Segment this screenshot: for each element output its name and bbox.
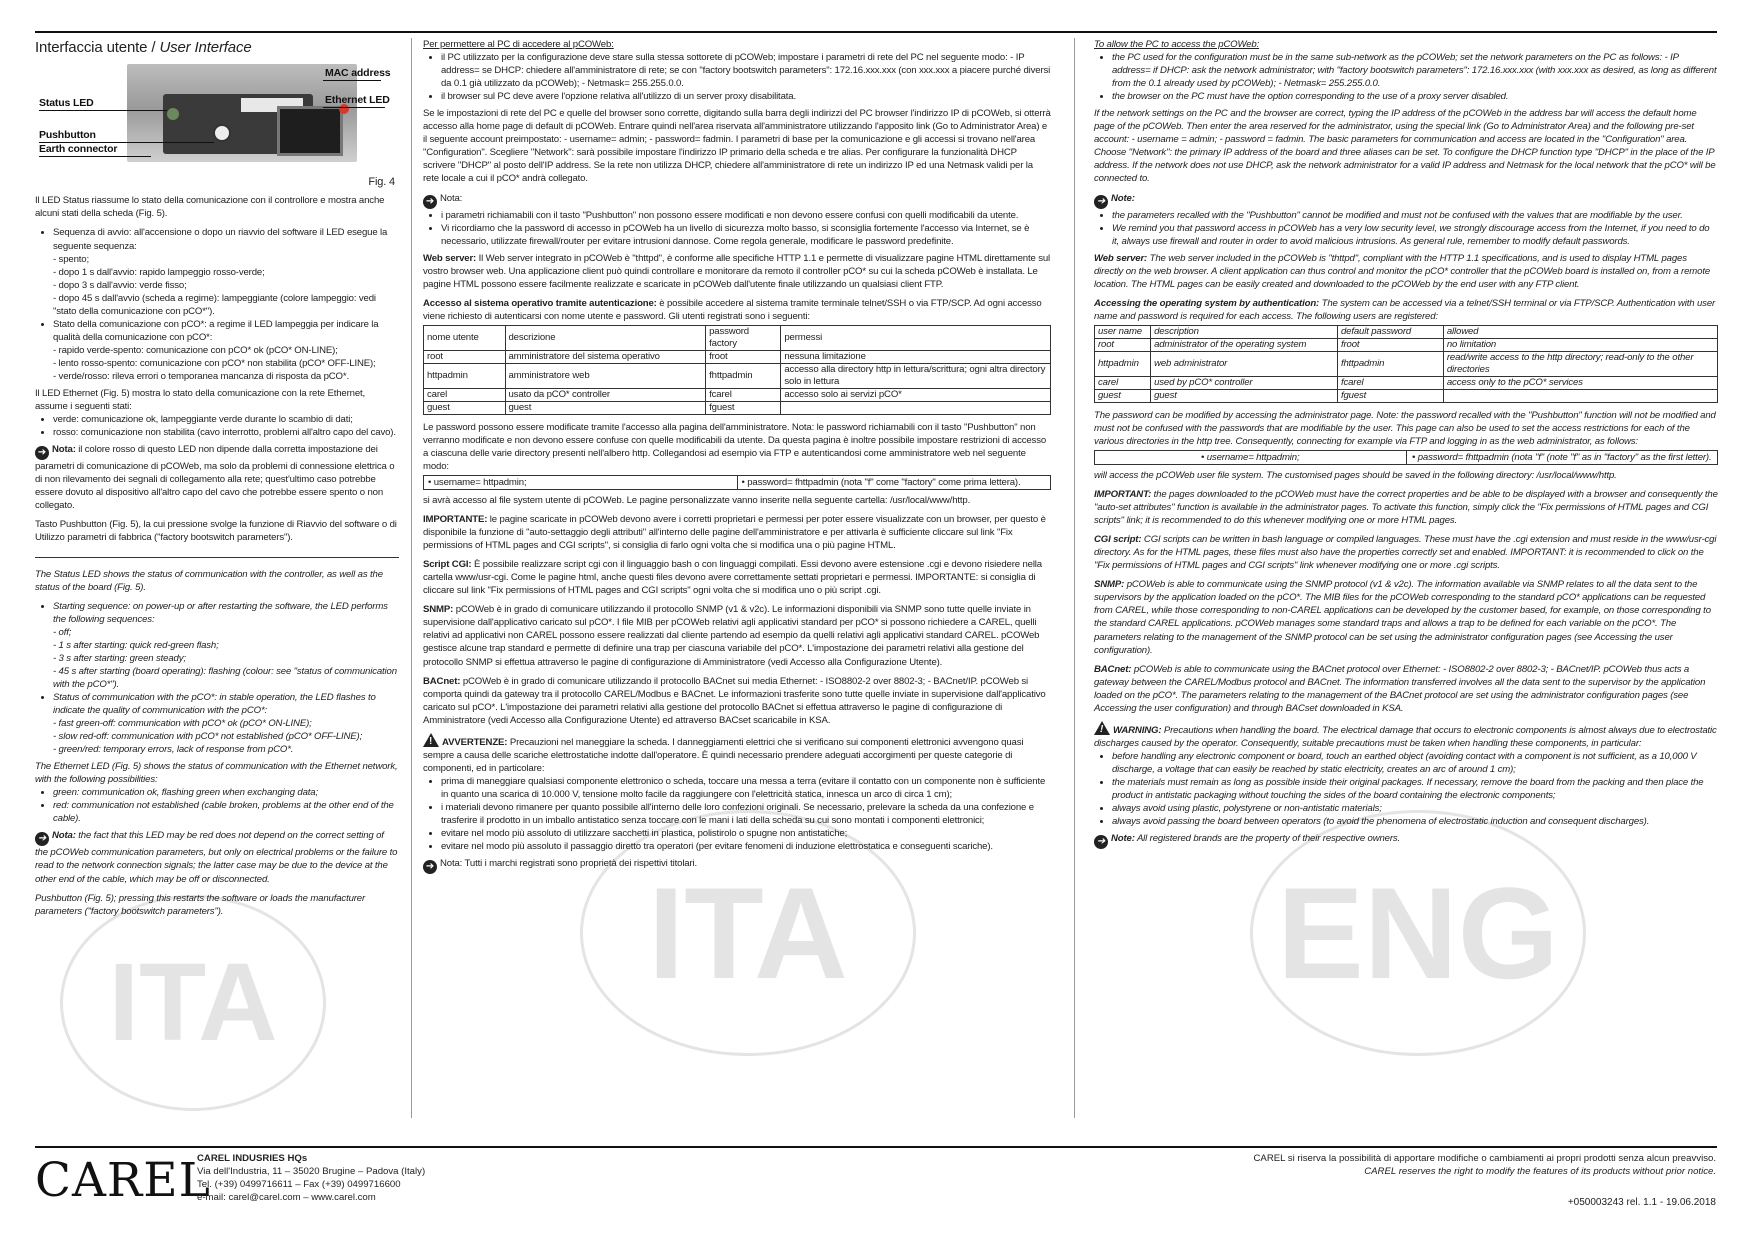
list-item: • the parameters recalled with the "Pushbutton" cannot be modified and must not be confused with the values that are modifiable by the user. bbox=[1112, 209, 1718, 222]
footer-rule bbox=[35, 1146, 1717, 1148]
phone-fax-line: Tel. (+39) 0499716611 – Fax (+39) 0499716600 bbox=[197, 1179, 401, 1191]
section-divider bbox=[35, 557, 399, 558]
en-note: ➔ Nota: the fact that this LED may be red does not depend on the correct setting of the pCOWeb communication parameters, but only on electrical problems or the failure to read to the network connection signals; the latter case may be due to the device at the other end of the cable, which may be off or disconnected. bbox=[35, 830, 398, 885]
note-list bbox=[1094, 209, 1718, 248]
users-table bbox=[1094, 325, 1718, 403]
disclaimer-english: CAREL reserves the right to modify the features of its products without prior notice. bbox=[1364, 1166, 1716, 1178]
column-italian-english-interface bbox=[35, 38, 399, 924]
company-address bbox=[197, 1152, 425, 1204]
column-english-access bbox=[1094, 38, 1718, 855]
disclaimer bbox=[1254, 1152, 1717, 1178]
table-header: descrizione bbox=[505, 325, 706, 350]
paragraph-authentication: Accessing the operating system by authentication: The system can be accessed via a telnet/SSH terminal or via FTP/SCP. Authentication with user name and password is required for each access. The following users are registered: bbox=[1094, 297, 1716, 322]
list-item: • prima di maneggiare qualsiasi componente elettronico o scheda, toccare una messa a terra (evitare il contatto con un componente non è sufficiente in quanto una scarica di 10.000 V, tensione molto facile da raggiungere con l'elettricità statica, innesca un arco di circa 1 cm); bbox=[441, 775, 1051, 801]
watermark-ita-left: ITA bbox=[60, 895, 326, 1111]
table-row: root administrator of the operating system froot no limitation bbox=[1095, 338, 1718, 351]
list-subitem: - rapido verde-spento: comunicazione con pCO* ok (pCO* ON-LINE); bbox=[53, 344, 338, 356]
list-item: • Stato della comunicazione con pCO*: a regime il LED lampeggia per indicare la qualità della comunicazione con pCO*: - rapido verde-spento: comunicazione con pCO* ok (pCO* ON-LINE); - lento rosso-spento: comunicazione con pCO* non stabilita (pCO* OFF-LINE); - verde/rosso: rileva errori o temporanea mancanza di risposta da pCO*. bbox=[53, 318, 399, 383]
board-photo bbox=[127, 64, 357, 162]
it-paragraph-status-led: Il LED Status riassume lo stato della comunicazione con il controllore e mostra anche alcuni stati della scheda (Fig. 5). bbox=[35, 195, 385, 220]
list-subitem: - dopo 1 s dall'avvio: rapido lampeggio rosso-verde; bbox=[53, 266, 265, 278]
list-item: • Vi ricordiamo che la password di accesso in pCOWeb ha un livello di sicurezza molto basso, si sconsiglia fortemente l'accesso via Internet, se è necessario, utilizzate firewall/router per evitare intrusioni dannose. Come regola generale, modificare le password predefinite. bbox=[441, 222, 1051, 248]
title-english: User Interface bbox=[159, 39, 252, 56]
disclaimer-italian: CAREL si riserva la possibilità di apportare modifiche o cambiamenti ai propri prodotti senza alcun preavviso. bbox=[1253, 1153, 1716, 1164]
top-rule bbox=[35, 31, 1717, 33]
note-arrow-icon: ➔ bbox=[35, 832, 49, 846]
paragraph-snmp: SNMP: pCOWeb is able to communicate using the SNMP protocol (v1 & v2c). The information available via SNMP relates to all the data sent to the supervisors by the application loaded on the pCO*. The MIB files for the pCOWeb corresponding to the standard pCO* applications can be requested from CAREL, while those corresponding to non-CAREL applications can be developed by the customer based, for example, on those corresponding to the standard CAREL applications. pCOWeb manages some standard traps and allows a trap to be defined for each variable on the pCO*. The parameters relating to the management of the SNMP protocol can be set using the administrator configuration pages (see Accessing the user configuration). bbox=[1094, 579, 1711, 656]
list-item: • evitare nel modo più assoluto di utilizzare sacchetti in plastica, polistirolo o spugne non antistatiche; bbox=[441, 827, 1051, 840]
table-header: user name bbox=[1095, 325, 1151, 338]
table-header: default password bbox=[1337, 325, 1443, 338]
column-separator-2 bbox=[1074, 38, 1075, 1118]
list-item: • il PC utilizzato per la configurazione deve stare sulla stessa sottorete di pCOWeb; impostare i parametri di rete del PC nel seguente modo: - IP address= se DHCP: chiedere all'amministratore di rete; se con "factory bootswitch parameters": 172.16.xxx.xxx (con xxx.xxx a piacere purché diversi da 0.1 già utilizzato da pCOWeb); - Netmask= 255.255.0.0. bbox=[441, 51, 1051, 90]
pc-access-list bbox=[423, 51, 1051, 103]
list-item: • green: communication ok, flashing green when exchanging data; bbox=[53, 786, 399, 799]
figure-caption: Fig. 4 bbox=[368, 176, 395, 189]
column-italian-access bbox=[423, 38, 1051, 880]
en-ethernet-list bbox=[35, 786, 399, 825]
list-subitem: - spento; bbox=[53, 253, 89, 265]
label-status-led: Status LED bbox=[39, 97, 94, 110]
paragraph-bacnet: BACnet: pCOWeb è in grado di comunicare utilizzando il protocollo BACnet sui media Ethernet: - ISO8802-2 over 8802-3; - BACnet/IP. pCOWeb si comporta quindi da gateway tra il protocollo CAREL/Modbus e BACnet. Le informazioni trasferite sono tutte quelle inviate in supervisione dall'applicativo caricato sul pCO*. L'impostazione dei parametri relativi alla gestione del protocollo BACnet si effettua attraverso le pagine di configurazione di Amministratore (vedi Accesso alla Configurazione Utente) ed attraverso BACset scaricabile in KSA. bbox=[423, 675, 1046, 726]
list-item: • the PC used for the configuration must be in the same sub-network as the pCOWeb; set the network parameters on the PC as follows: - IP address= if DHCP: ask the network administrator; with "factory bootswitch parameters": 172.16.xxx.xxx (with xxx.xxx as desired, as long as different from the 0.1 already used by pCOWeb); - Netmask= 255.255.0.0. bbox=[1112, 51, 1718, 90]
note-list bbox=[423, 209, 1051, 248]
paragraph-cgi: Script CGI: È possibile realizzare script cgi con il linguaggio bash o con linguaggi compilati. Essi devono avere estensione .cgi e devono risiedere nella cartella www/usr-cgi. Come le pagine html, anche questi files devono avere correttamente settati proprietari e permessi. IMPORTANTE: si consiglia di cliccare sul link "Fix permissions of HTML pages and CGI scripts" ogni volta che si modifica uno o più script .cgi. bbox=[423, 559, 1042, 597]
note-arrow-icon: ➔ bbox=[423, 860, 437, 874]
note-heading: ➔ Note: bbox=[1094, 192, 1718, 209]
paragraph-web-server: Web server: Il Web server integrato in pCOWeb è "thttpd", è conforme alle specifiche HTTP 1.1 e permette di visualizzare pagine HTML direttamente sul vostro browser web. Una applicazione client può quindi controllare e monitorare da remoto il controller pCO* su cui la scheda pCOWeb è installata. Le pagine HTML possono essere facilmente realizzate e scaricate in pCOWeb dall'utente finale utilizzando un qualsiasi client FTP. bbox=[423, 252, 1051, 290]
paragraph-network-settings: Se le impostazioni di rete del PC e quelle del browser sono corrette, digitando sulla barra degli indirizzi del PC browser l'indirizzo IP di pCOWeb, si otterrà accesso alla home page di default di pCOWeb. Entrare quindi nell'area riservata all'amministratore utilizzando l'apposito link (Go to Administrator Area) e il seguente account preimpostato: - username= admin; - password= fadmin. I parametri di base per la comunicazione e gli accessi si trovano nell'area "Configuration". Scegliere "Network": sarà possibile impostare l'indirizzo IP primario della scheda e tre alias. Per configurare la funzionalità DHCP scrivere "DHCP" al posto dell'IP address. Se la rete non utilizza DHCP, chiedere all'amministratore di rete un indirizzo IP ed una Netmask validi per la rete locale a cui il pCO* andrà collegato. bbox=[423, 108, 1051, 185]
list-subitem: - slow red-off: communication with pCO* not established (pCO* OFF-LINE); bbox=[53, 731, 363, 743]
table-row: root amministratore del sistema operativo froot nessuna limitazione bbox=[424, 350, 1051, 363]
warning-icon: ! bbox=[423, 733, 439, 747]
note-arrow-icon: ➔ bbox=[1094, 835, 1108, 849]
list-subitem: - green/red: temporary errors, lack of response from pCO*. bbox=[53, 744, 294, 756]
paragraph-snmp: SNMP: pCOWeb è in grado di comunicare utilizzando il protocollo SNMP (v1 & v2c). Le informazioni disponibili via SNMP sono tutte quelle inviate in supervisione dall'applicativo caricato sul pCO*. I file MIB per pCOWeb relativi agli applicativi standard per pCO* si possono richiedere a CAREL, quelli relativi ad applicativi non CAREL possono essere realizzati dal cliente partendo ad esempio da quelli relativi agli applicativi standard CAREL. pCOWeb gestisce alcune trap standard e permette di definire una trap per ciascuna variabile del pCO*. L'impostazione dei parametri relativi alla gestione del protocollo SNMP si effettua attraverso le pagine di configurazione di Amministratore (vedi Accesso alla Configurazione Utente). bbox=[423, 604, 1040, 668]
list-subitem: - 45 s after starting (board operating): flashing (colour: see "status of communication with the pCO*"). bbox=[53, 665, 397, 690]
note-arrow-icon: ➔ bbox=[35, 446, 49, 460]
label-ethernet-led: Ethernet LED bbox=[325, 94, 390, 107]
label-mac-address: MAC address bbox=[325, 67, 391, 80]
paragraph-user-filesystem: si avrà accesso al file system utente di pCOWeb. Le pagine personalizzate vanno inserite nella seguente cartella: /usr/local/www/http. bbox=[423, 495, 971, 507]
en-paragraph-pushbutton: Pushbutton (Fig. 5); pressing this restarts the software or loads the manufacturer parameters ("factory bootswitch parameters"). bbox=[35, 892, 366, 917]
paragraph-passwords: Le password possono essere modificate tramite l'accesso alla pagina dell'amministratore. Nota: le password richiamabili con il tasto "Pushbutton" non verranno modificate e non devono essere confuse con quelle modificabili da utente. Da questa pagina è inoltre possibile impostare restrizioni di accesso a ciascuna delle varie directory presenti nell'albero http. Collegandosi ad esempio via FTP e autenticandosi come amministratore web nel seguente modo: bbox=[423, 421, 1047, 472]
paragraph-cgi: CGI script: CGI scripts can be written in bash language or compiled languages. These must have the .cgi extension and must reside in the www/usr-cgi directory. As for the HTML pages, these files must also have the properties correctly set and enabled. IMPORTANT: it is recommended to click on the "Fix permissions of HTML pages and CGI scripts" link whenever modifying one or more .cgi scripts. bbox=[1094, 534, 1717, 572]
document-reference: +050003243 rel. 1.1 - 19.06.2018 bbox=[1567, 1197, 1716, 1208]
list-item: • the browser on the PC must have the option corresponding to the use of a proxy server disabled. bbox=[1112, 90, 1718, 103]
credentials-password: • password= fhttpadmin (nota "f" come "factory" come prima lettera). bbox=[737, 476, 1051, 489]
table-row: guest guest fguest bbox=[424, 401, 1051, 414]
warning-list bbox=[423, 775, 1051, 853]
list-subitem: - dopo 45 s dall'avvio (scheda a regime): lampeggiante (colore lampeggio: vedi "stato della comunicazione con pCO*"). bbox=[53, 292, 376, 317]
paragraph-user-filesystem: will access the pCOWeb user file system. The customised pages should be saved in the following directory: /usr/local/www/http. bbox=[1094, 469, 1617, 481]
carel-logo: CAREL bbox=[35, 1153, 211, 1208]
warning-icon: ! bbox=[1094, 721, 1110, 735]
it-led-list bbox=[35, 226, 399, 383]
paragraph-important: IMPORTANTE: le pagine scaricate in pCOWeb devono avere i corretti proprietari e permessi per poter essere visualizzate con un browser, per questo è disponibile la funzione di "auto-settaggio degli attributi" all'interno delle pagine dell'amministratore e per attivarla è sufficiente cliccare sul link "Fix permissions of HTML pages and CGI scripts", si consiglia di farlo ogni volta che si modifica una o più pagine HTML. bbox=[423, 514, 1046, 552]
pc-access-list bbox=[1094, 51, 1718, 103]
paragraph-authentication: Accesso al sistema operativo tramite autenticazione: è possibile accedere al sistema tramite terminale telnet/SSH o via FTP/SCP. Ad ogni accesso viene richiesto di autenticarsi con nome utente e password. Gli utenti registrati sono i seguenti: bbox=[423, 297, 1042, 322]
list-item: • verde: comunicazione ok, lampeggiante verde durante lo scambio di dati; bbox=[53, 413, 399, 426]
note-arrow-icon: ➔ bbox=[1094, 195, 1108, 209]
table-header: permessi bbox=[781, 325, 1051, 350]
list-item: • the materials must remain as long as possible inside their original packages. If necessary, remove the board from the packing and then place the product in antistatic packaging without touching the sides of the board containing the electronic components; bbox=[1112, 776, 1718, 802]
list-subitem: - lento rosso-spento: comunicazione con pCO* non stabilita (pCO* OFF-LINE); bbox=[53, 357, 376, 369]
list-subitem: - 3 s after starting: green steady; bbox=[53, 652, 186, 664]
company-name: CAREL INDUSRIES HQs bbox=[197, 1153, 308, 1164]
list-item: • Starting sequence: on power-up or after restarting the software, the LED performs the following sequences: - off; - 1 s after starting: quick red-green flash; - 3 s after starting: green steady; - 45 s after starting (board operating): flashing (colour: see "status of communication with the pCO*"). bbox=[53, 600, 399, 691]
heading-pc-access: To allow the PC to access the pCOWeb: bbox=[1094, 39, 1260, 50]
paragraph-warning: ! AVVERTENZE: Precauzioni nel maneggiare la scheda. I danneggiamenti elettrici che si verificano sui componenti elettronici avvengono quasi sempre a causa delle scariche elettrostatiche indotte dall'operatore. È quindi necessario prendere adeguati accorgimenti per queste categorie di componenti, ed in particolare: bbox=[423, 733, 1051, 775]
list-item: • Status of communication with the pCO*: in stable operation, the LED flashes to indicate the quality of communication with the pCO*: - fast green-off: communication with pCO* ok (pCO* ON-LINE); - slow red-off: communication with pCO* not established (pCO* OFF-LINE); - green/red: temporary errors, lack of response from pCO*. bbox=[53, 691, 399, 756]
list-item: • i parametri richiamabili con il tasto "Pushbutton" non possono essere modificati e non devono essere confusi con quelli modificabili da utente. bbox=[441, 209, 1051, 222]
list-item: • Sequenza di avvio: all'accensione o dopo un riavvio del software il LED esegue la seguente sequenza: - spento; - dopo 1 s dall'avvio: rapido lampeggio rosso-verde; - dopo 3 s dall'avvio: verde fisso; - dopo 45 s dall'avvio (scheda a regime): lampeggiante (colore lampeggio: vedi "stato della comunicazione con pCO*"). bbox=[53, 226, 399, 317]
paragraph-passwords: The password can be modified by accessing the administrator page. Note: the password recalled with the "Pushbutton" function will not be modified and must not be confused with the passwords that are modifiable by the user. This page can also be used to set the access restrictions for each of the various directories in the http tree. Consequently, connecting for example via FTP and logging in as the web administrator, as follows: bbox=[1094, 409, 1716, 447]
en-paragraph-status-led: The Status LED shows the status of communication with the controller, as well as the status of the board (Fig. 5). bbox=[35, 568, 383, 593]
paragraph-bacnet: BACnet: pCOWeb is able to communicate using the BACnet protocol over Ethernet: - ISO8802-2 over 8802-3; - BACnet/IP. pCOWeb thus acts a gateway between the CAREL/Modbus protocol and BACnet. The information transferred involves all the data sent to the supervisor by the application loaded on the pCO*. The parameters relating to the management of the BACnet protocol are set using the administrator configuration pages (see Accessing the user configuration) and through BACset downloaded in KSA. bbox=[1094, 663, 1706, 714]
table-header: nome utente bbox=[424, 325, 506, 350]
paragraph-important: IMPORTANT: the pages downloaded to the pCOWeb must have the correct properties and be able to be displayed with a browser and consequently the "auto-set attributes" function is available in the administrator pages. To activate this function, simply click the "Fix permissions of HTML pages and CGI scripts" link; it is recommended to do this whenever modifying one or more HTML pages. bbox=[1094, 489, 1718, 527]
it-note: ➔ Nota: il colore rosso di questo LED non dipende dalla corretta impostazione dei parametri di comunicazione di pCOWeb, ma solo da problemi di connessione elettrica o di non rilevamento dei segnali di collegamento alla rete; quest'ultimo caso potrebbe essere dovuto al dispositivo all'altro capo del cavo che potrebbe essere spento o non collegato. bbox=[35, 444, 395, 512]
list-item: • always avoid passing the board between operators (to avoid the phenomena of electrostatic induction and consequent discharges). bbox=[1112, 815, 1718, 828]
title-italian: Interfaccia utente / bbox=[35, 39, 156, 56]
list-subitem: - dopo 3 s dall'avvio: verde fisso; bbox=[53, 279, 187, 291]
table-header: password factory bbox=[706, 325, 781, 350]
list-subitem: - fast green-off: communication with pCO* ok (pCO* ON-LINE); bbox=[53, 718, 312, 730]
table-header: description bbox=[1151, 325, 1338, 338]
list-item: • rosso: comunicazione non stabilita (cavo interrotto, problemi all'altro capo del cavo). bbox=[53, 426, 399, 439]
table-header: allowed bbox=[1443, 325, 1717, 338]
it-paragraph-ethernet-led: Il LED Ethernet (Fig. 5) mostra lo stato della comunicazione con la rete Ethernet, assume i seguenti stati: bbox=[35, 388, 366, 413]
ethernet-port-graphic bbox=[277, 106, 343, 156]
table-row: httpadmin web administrator fhttpadmin read/write access to the http directory; read-only to the other directories bbox=[1095, 351, 1718, 376]
heading-pc-access: Per permettere al PC di accedere al pCOWeb: bbox=[423, 39, 614, 50]
note-heading: ➔ Nota: bbox=[423, 192, 1051, 209]
list-subitem: - verde/rosso: rileva errori o temporanea mancanza di risposta da pCO*. bbox=[53, 371, 349, 382]
list-item: • We remind you that password access in pCOWeb has a very low security level, we strongly discourage access from the Internet, if you need to do it, always use firewall and router in order to avoid malicious intrusions. As general rule, remember to modify default passwords. bbox=[1112, 222, 1718, 248]
paragraph-network-settings: If the network settings on the PC and the browser are correct, typing the IP address of the pCOWeb in the address bar will access the default home page of the pCOWeb. Then enter the area reserved for the administrator, using the special link (Go to Administrator Area) and the following pre-set account: - username = admin; - password = fadmin. The basic parameters for communication and access are located in the "Configuration" area. Choose "Network": the primary IP address of the board and three aliases can be set. To configure the DHCP function type "DHCP" in the place of the IP address. If the network does not use DHCP, ask the network administrator for a valid IP address and Netmask for the local network that the pCO* will be connected to. bbox=[1094, 108, 1716, 185]
credentials-box bbox=[1094, 450, 1718, 465]
credentials-username: • username= httpadmin; bbox=[1201, 451, 1300, 463]
en-paragraph-ethernet-led: The Ethernet LED (Fig. 5) shows the status of communication with the Ethernet network, with the following possibilities: bbox=[35, 761, 398, 786]
watermark-ita: ITA bbox=[580, 810, 916, 1056]
table-row: carel used by pCO* controller fcarel access only to the pCO* services bbox=[1095, 376, 1718, 389]
note-arrow-icon: ➔ bbox=[423, 195, 437, 209]
table-row: httpadmin amministratore web fhttpadmin accesso alla directory http in lettura/scrittura; ogni altra directory solo in lettura bbox=[424, 363, 1051, 388]
label-earth-connector: Earth connector bbox=[39, 143, 118, 156]
column-separator-1 bbox=[411, 38, 412, 1118]
label-pushbutton: Pushbutton bbox=[39, 129, 96, 142]
section-title bbox=[35, 38, 399, 58]
credentials-box bbox=[423, 475, 1051, 490]
list-item: • always avoid using plastic, polystyrene or non-antistatic materials; bbox=[1112, 802, 1718, 815]
address-line: Via dell'Industria, 11 – 35020 Brugine – Padova (Italy) bbox=[197, 1166, 426, 1178]
table-row: carel usato da pCO* controller fcarel accesso solo ai servizi pCO* bbox=[424, 388, 1051, 401]
credentials-password: • password= fhttpadmin (nota "f" (note "f" as in "factory" as the first letter). bbox=[1406, 451, 1718, 464]
note-trademarks: ➔ Nota: Tutti i marchi registrati sono proprietà dei rispettivi titolari. bbox=[423, 857, 1051, 874]
list-item: • red: communication not established (cable broken, problems at the other end of the cable). bbox=[53, 799, 399, 825]
credentials-username: • username= httpadmin; bbox=[428, 476, 527, 488]
list-item: • before handling any electronic component or board, touch an earthed object (avoiding contact with a component is not sufficient, as a 10,000 V discharge, a voltage that can easily be reached by static electricity, creates an arc of around 1 cm); bbox=[1112, 750, 1718, 776]
figure-4 bbox=[35, 62, 399, 188]
paragraph-web-server: Web server: The web server included in the pCOWeb is "thttpd", compliant with the HTTP 1.1 specifications, and is used to display HTML pages directly on the web browser. A client application can thus control and monitor the pCO* controller that the pCOWeb board is installed on, from a remote location. The HTML pages can be easily created and downloaded to the pCOWeb by the end user with any FTP client. bbox=[1094, 252, 1711, 290]
list-item: • i materiali devono rimanere per quanto possibile all'interno delle loro confezioni originali. Se necessario, prelevare la scheda da una confezione e trasferire il prodotto in un imballo antistatico senza toccare con le mani i lati della scheda su cui sono montati i componenti elettronici; bbox=[441, 801, 1051, 827]
en-led-list bbox=[35, 600, 399, 757]
list-item: • il browser sul PC deve avere l'opzione relativa all'utilizzo di un server proxy disabilitata. bbox=[441, 90, 1051, 103]
users-table bbox=[423, 325, 1051, 415]
list-item: • evitare nel modo più assoluto il passaggio diretto tra operatori (per evitare fenomeni di induzione elettrostatica e conseguenti scariche). bbox=[441, 840, 1051, 853]
it-ethernet-list bbox=[35, 413, 399, 439]
email-web-line: e-mail: carel@carel.com – www.carel.com bbox=[197, 1192, 376, 1204]
note-trademarks: ➔ Note: All registered brands are the property of their respective owners. bbox=[1094, 832, 1718, 849]
watermark-eng: ENG bbox=[1250, 810, 1586, 1056]
list-subitem: - 1 s after starting: quick red-green flash; bbox=[53, 639, 219, 651]
it-paragraph-pushbutton: Tasto Pushbutton (Fig. 5), la cui pressione svolge la funzione di Riavvio del software o di Utilizzo parametri di fabbrica ("factory bootswitch parameters"). bbox=[35, 519, 397, 544]
warning-list bbox=[1094, 750, 1718, 828]
paragraph-warning: ! WARNING: Precautions when handling the board. The electrical damage that occurs to electronic components is almost always due to electrostatic discharges caused by the operator. Consequently, suitable precautions must be taken when handling these components, in particular: bbox=[1094, 721, 1718, 750]
table-row: guest guest fguest bbox=[1095, 389, 1718, 402]
list-subitem: - off; bbox=[53, 626, 72, 638]
